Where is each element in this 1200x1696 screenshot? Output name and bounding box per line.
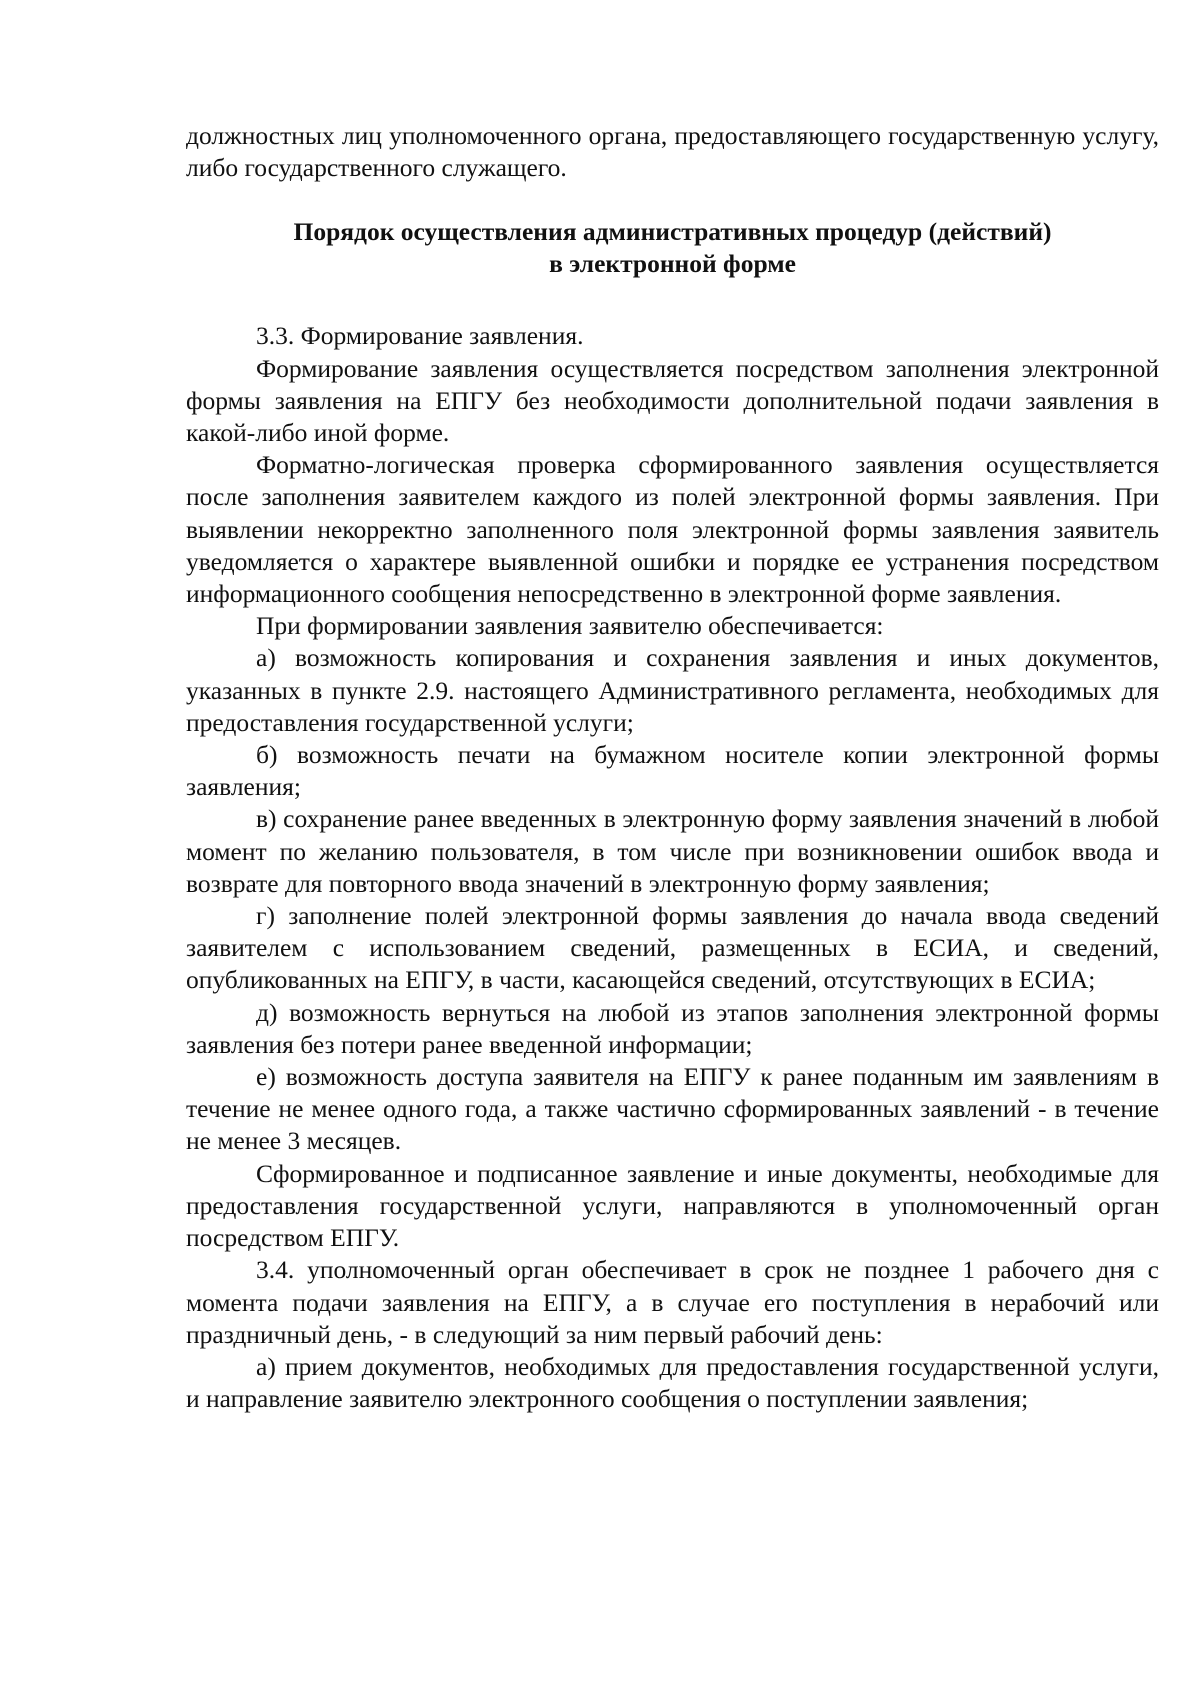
paragraph-3-4: 3.4. уполномоченный орган обеспечивает в срок не позднее 1 рабочего дня с момента подачи заявления на ЕПГУ, а в случае его поступления в нерабочий или праздничный день, - в следующий за ним первый рабочий день: xyxy=(186,1255,1159,1349)
list-item-3-4-a: а) прием документов, необходимых для предоставления государственной услуги, и направление заявителю электронного сообщения о поступлении заявления; xyxy=(186,1351,1159,1414)
paragraph-submitted: Сформированное и подписанное заявление и иные документы, необходимые для предоставления государственной услуги, направляются в уполномоченный орган посредством ЕПГУ. xyxy=(186,1158,1159,1253)
intro-paragraph: должностных лиц уполномоченного органа, предоставляющего государственную услугу, либо государственного служащего. xyxy=(186,121,1159,183)
paragraph-format-check: Форматно-логическая проверка сформированного заявления осуществляется после заполнения заявителем каждого из полей электронной формы заявления. При выявлении некорректно заполненного поля электронной формы заявления заявитель уведомляется о характере выявленной ошибки и порядке ее устранения посредством информационного сообщения непосредственно в электронной форме заявления. xyxy=(186,450,1159,609)
paragraph-list-lead: При формировании заявления заявителю обеспечивается: xyxy=(256,611,884,641)
list-item-d: д) возможность вернуться на любой из этапов заполнения электронной формы заявления без потери ранее введенной информации; xyxy=(186,997,1159,1059)
list-item-a: а) возможность копирования и сохранения заявления и иных документов, указанных в пункте 2.9. настоящего Административного регламента, необходимых для предоставления государственной услуги; xyxy=(186,643,1159,737)
section-heading-line-2: в электронной форме xyxy=(549,249,796,279)
list-item-e: е) возможность доступа заявителя на ЕПГУ к ранее поданным им заявлениям в течение не менее одного года, а также частично сформированных заявлений - в течение не менее 3 месяцев. xyxy=(186,1062,1159,1156)
paragraph-3-3-title: 3.3. Формирование заявления. xyxy=(256,321,584,351)
list-item-v: в) сохранение ранее введенных в электронную форму заявления значений в любой момент по желанию пользователя, в том числе при возникновении ошибок ввода и возврате для повторного ввода значений в электронную форму заявления; xyxy=(186,804,1159,898)
paragraph-forming: Формирование заявления осуществляется посредством заполнения электронной формы заявления на ЕПГУ без необходимости дополнительной подачи заявления в какой-либо иной форме. xyxy=(186,353,1159,448)
document-body xyxy=(186,120,1159,1415)
list-item-g: г) заполнение полей электронной формы заявления до начала ввода сведений заявителем с использованием сведений, размещенных в ЕСИА, и сведений, опубликованных на ЕПГУ, в части, касающейся сведений, отсутствующих в ЕСИА; xyxy=(186,901,1159,995)
section-heading-line-1: Порядок осуществления административных процедур (действий) xyxy=(293,217,1052,247)
section-heading xyxy=(186,216,1159,280)
list-item-b: б) возможность печати на бумажном носителе копии электронной формы заявления; xyxy=(186,740,1159,802)
